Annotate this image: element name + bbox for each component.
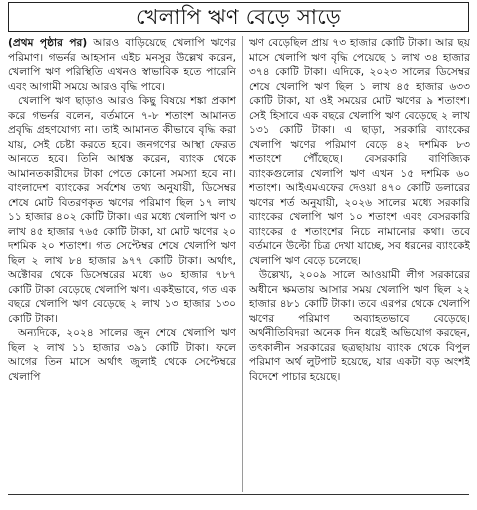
article-paragraph: খেলাপি ঋণ ছাড়াও আরও কিছু বিষয়ে শঙ্কা প্রকাশ করে গভর্নর বলেন, বর্তমানে ৭-৮ শতাংশ আমানত প্রবৃদ্ধি গ্রহণযোগ্য না। তাই আমানত কীভাবে বৃদ্ধি করা যায়, সেই চেষ্টা করতে হবে। জনগণের আস্থা ফেরত আনতে হবে। তিনি আশ্বস্ত করেন, ব্যাংক থেকে আমানতকারীদের টাকা পেতে কোনো সমস্যা হবে না। বাংলাদেশ ব্যাংকের সর্বশেষ তথ্য অনুযায়ী, ডিসেম্বর শেষে মোট বিতরণকৃত ঋণের পরিমাণ ছিল ১৭ লাখ ১১ হাজার ৪০২ কোটি টাকা। এর মধ্যে খেলাপি ঋণ ৩ লাখ ৪৫ হাজার ৭৬৫ কোটি টাকা, যা মোট ঋণের ২০ দশমিক ২০ শতাংশ। গত সেপ্টেম্বর শেষে খেলাপি ঋণ ছিল ২ লাখ ৮৪ হাজার ৯৭৭ কোটি টাকা। অর্থাৎ, অক্টোবর থেকে ডিসেম্বরের মধ্যে ৬০ হাজার ৭৮৭ কোটি টাকা বেড়েছে খেলাপি ঋণ। একইভাবে, গত এক বছরে খেলাপি ঋণ বেড়েছে ২ লাখ ১৩ হাজার ১৩০ কোটি টাকা। bbox=[8, 95, 236, 325]
headline: খেলাপি ঋণ বেড়ে সাড়ে bbox=[8, 2, 469, 32]
article-paragraph: অন্যদিকে, ২০২৪ সালের জুন শেষে খেলাপি ঋণ ছিল ২ লাখ ১১ হাজার ৩৯১ কোটি টাকা। ফলে আগের তিন মাসে অর্থাৎ জুলাই থেকে সেপ্টেম্বরে খেলাপি bbox=[8, 327, 236, 383]
article-column-left bbox=[8, 36, 236, 492]
bottom-rule bbox=[8, 494, 469, 495]
article-paragraph: ঋণ বেড়েছিল প্রায় ৭৩ হাজার কোটি টাকা। আর ছয় মাসে খেলাপি ঋণ বৃদ্ধি পেয়েছে ১ লাখ ৩৪ হাজার ৩৭৪ কোটি টাকা। এদিকে, ২০২৩ সালের ডিসেম্বর শেষে খেলাপি ঋণ ছিল ১ লাখ ৪৫ হাজার ৬৩৩ কোটি টাকা, যা ওই সময়ের মোট ঋণের ৯ শতাংশ। সেই হিসাবে এক বছরে খেলাপি ঋণ বেড়েছে ২ লাখ ১৩১ কোটি টাকা। এ ছাড়া, সরকারি ব্যাংকের খেলাপি ঋণের পরিমাণ বেড়ে ৪২ দশমিক ৮৩ শতাংশে পৌঁছেছে। বেসরকারি বাণিজ্যিক ব্যাংকগুলোর খেলাপি ঋণ এখন ১৫ দশমিক ৬০ শতাংশ। আইএমএফের দেওয়া ৪৭০ কোটি ডলারের ঋণের শর্ত অনুযায়ী, ২০২৬ সালের মধ্যে সরকারি ব্যাংকের খেলাপি ঋণ ১০ শতাংশ এবং বেসরকারি ব্যাংকের ৫ শতাংশের নিচে নামানোর কথা। তবে বর্তমানে উল্টো চিত্র দেখা যাচ্ছে, সব ধরনের ব্যাংকেই খেলাপি ঋণ বেড়ে চলেছে। bbox=[249, 37, 470, 267]
paragraph-text: আরও বাড়িয়েছে খেলাপি ঋণের পরিমাণ। গভর্নর আহসান এইচ মনসুর উল্লেখ করেন, খেলাপি ঋণ পরিস্থিতি এখনও স্বাভাবিক হতে পারেনি এবং আগামী সময়ে আরও বৃদ্ধি পাবে। bbox=[8, 37, 236, 93]
jump-label: (প্রথম পৃষ্ঠার পর) bbox=[8, 37, 88, 49]
article-paragraph: উল্লেখ্য, ২০০৯ সালে আওয়ামী লীগ সরকারের অধীনে ক্ষমতায় আসার সময় খেলাপি ঋণ ছিল ২২ হাজার ৪৮১ কোটি টাকা। তবে এরপর থেকে খেলাপি ঋণের পরিমাণ অব্যাহতভাবে বেড়েছে। অর্থনীতিবিদরা অনেক দিন ধরেই অভিযোগ করছেন, তৎকালীন সরকারের ছত্রছায়ায় ব্যাংক থেকে বিপুল পরিমাণ অর্থ লুটপাট হয়েছে, যার একটা বড় অংশই বিদেশে পাচার হয়েছে। bbox=[249, 269, 470, 383]
column-divider bbox=[242, 36, 243, 492]
article-paragraph bbox=[8, 36, 236, 94]
article-column-right bbox=[249, 36, 470, 492]
